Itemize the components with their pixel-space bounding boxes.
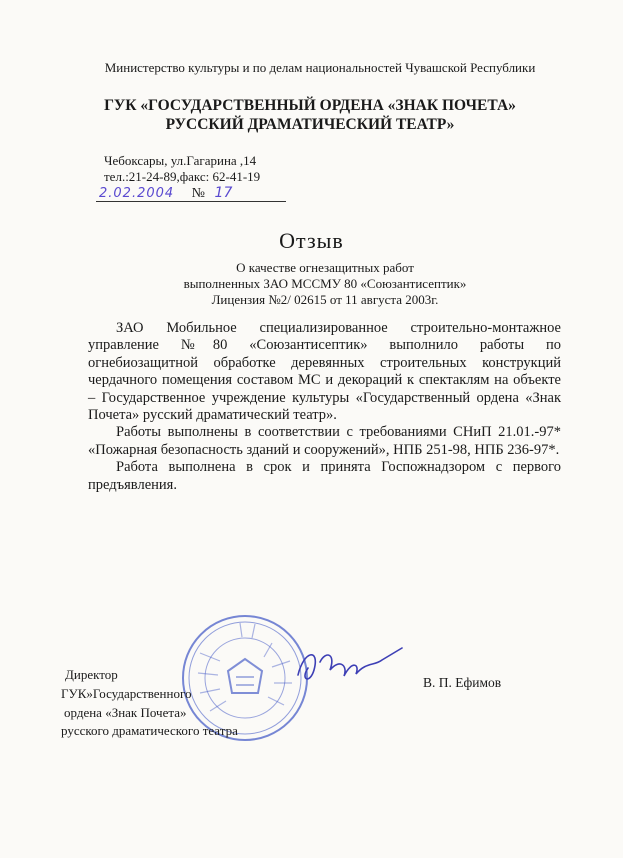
registration-number: 17 (214, 185, 233, 201)
body-paragraph-3: Работа выполнена в срок и принята Госпожнадзором с первого предъявления. (88, 459, 561, 493)
registration-underline (96, 201, 286, 202)
body-paragraph-2: Работы выполнены в соответствии с требованиями СНиП 21.01.-97* «Пожарная безопасность зданий и сооружений», НПБ 251-98, НПБ 236-97*. (88, 424, 561, 458)
phone-fax: тел.:21-24-89,факс: 62-41-19 (104, 169, 261, 184)
handwritten-signature-icon (290, 640, 410, 690)
signatory-org-line-1: ГУК»Государственного (61, 686, 192, 701)
subtitle-line-1: О качестве огнезащитных работ (236, 260, 414, 275)
subtitle-line-3: Лицензия №2/ 02615 от 11 августа 2003г. (211, 292, 439, 307)
registration-line (99, 185, 289, 202)
organization-name (40, 96, 580, 134)
letter-body (88, 320, 561, 494)
document-subtitle (100, 260, 550, 308)
registration-number-label: № (191, 186, 206, 201)
document-title: Отзыв (279, 228, 344, 253)
org-line-2: РУССКИЙ ДРАМАТИЧЕСКИЙ ТЕАТР» (165, 116, 455, 133)
signatory-name: В. П. Ефимов (423, 675, 502, 690)
org-line-1: ГУК «ГОСУДАРСТВЕННЫЙ ОРДЕНА «ЗНАК ПОЧЕТА» (104, 97, 516, 114)
registration-date: 2.02.2004 (99, 186, 175, 201)
signatory-org-line-3: русского драматического театра (61, 723, 238, 738)
signatory-title: Директор (65, 667, 118, 682)
subtitle-line-2: выполненных ЗАО МССМУ 80 «Союзантисептик» (183, 276, 467, 291)
signatory-org-line-2: ордена «Знак Почета» (64, 705, 187, 720)
address: Чебоксары, ул.Гагарина ,14 (104, 153, 257, 168)
ministry-header: Министерство культуры и по делам национальностей Чувашской Республики (104, 60, 536, 75)
body-paragraph-1: ЗАО Мобильное специализированное строительно-монтажное управление №80 «Союзантисептик» выполнило работы по огнебиозащитной обработке деревянных строительных конструкций чердачного помещения составом МС и декораций к спектаклям на объекте – Государственное учреждение культуры «Государственный ордена «Знак Почета» русский драматический театр». (88, 320, 561, 424)
